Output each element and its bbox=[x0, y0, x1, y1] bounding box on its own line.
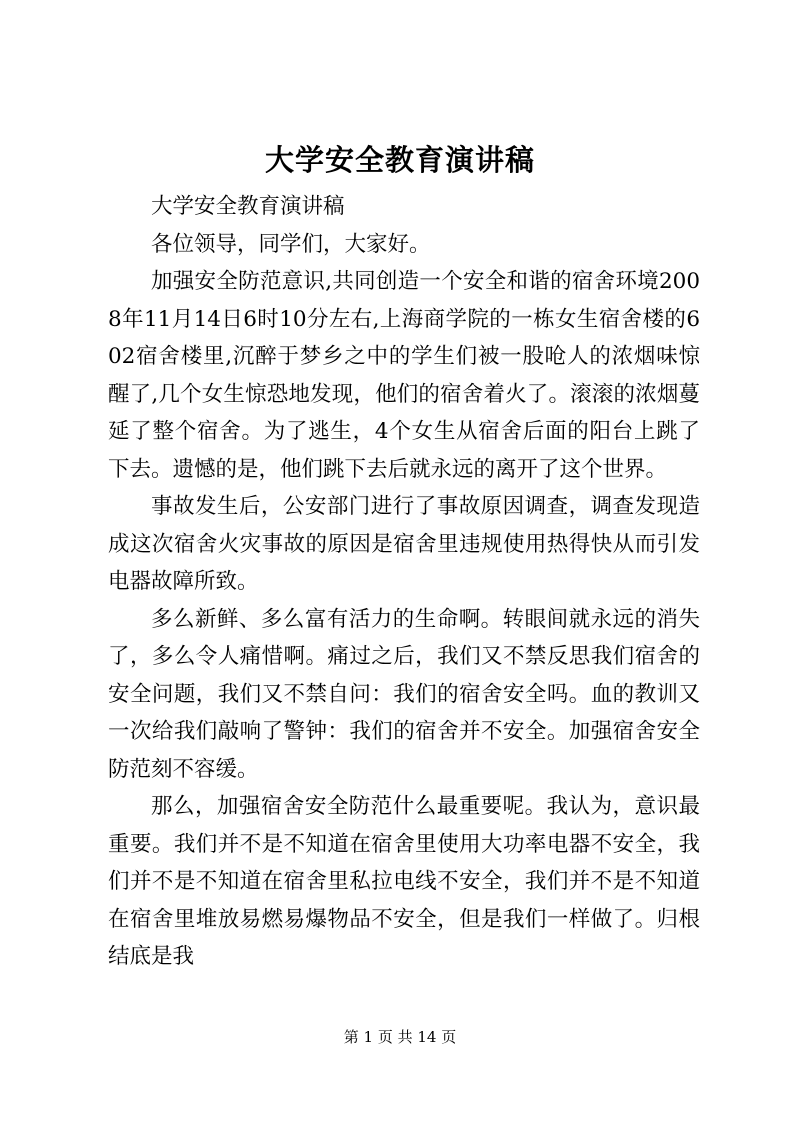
paragraph: 大学安全教育演讲稿 bbox=[151, 194, 345, 219]
paragraph: 各位领导，同学们，大家好。 bbox=[151, 231, 431, 257]
paragraph: 加强安全防范意识,共同创造一个安全和谐的宿舍环境2008年11月14日6时10分左右,上海商学院的一栋女生宿舍楼的602宿舍楼里,沉醉于梦乡之中的学生们被一股呛人的浓烟味惊醒了,几个女生惊恐地发现，他们的宿舍着火了。滚滚的浓烟蔓延了整个宿舍。为了逃生，4个女生从宿舍后面的阳台上跳了下去。遗憾的是，他们跳下去后就永远的离开了这个世界。 bbox=[108, 269, 700, 482]
paragraph: 多么新鲜、多么富有活力的生命啊。转眼间就永远的消失了，多么令人痛惜啊。痛过之后，我们又不禁反思我们宿舍的安全问题，我们又不禁自问：我们的宿舍安全吗。血的教训又一次给我们敲响了警钟：我们的宿舍并不安全。加强宿舍安全防范刻不容缓。 bbox=[108, 606, 700, 782]
page-footer: 第 1 页 共 14 页 bbox=[343, 1028, 457, 1046]
document-title: 大学安全教育演讲稿 bbox=[264, 143, 535, 177]
paragraph: 那么，加强宿舍安全防范什么最重要呢。我认为，意识最重要。我们并不是不知道在宿舍里使用大功率电器不安全，我们并不是不知道在宿舍里私拉电线不安全，我们并不是不知道在宿舍里堆放易燃易爆物品不安全，但是我们一样做了。归根结底是我 bbox=[108, 794, 700, 969]
document-body bbox=[108, 188, 700, 976]
paragraph: 事故发生后，公安部门进行了事故原因调查，调查发现造成这次宿舍火灾事故的原因是宿舍里违规使用热得快从而引发电器故障所致。 bbox=[108, 494, 700, 594]
